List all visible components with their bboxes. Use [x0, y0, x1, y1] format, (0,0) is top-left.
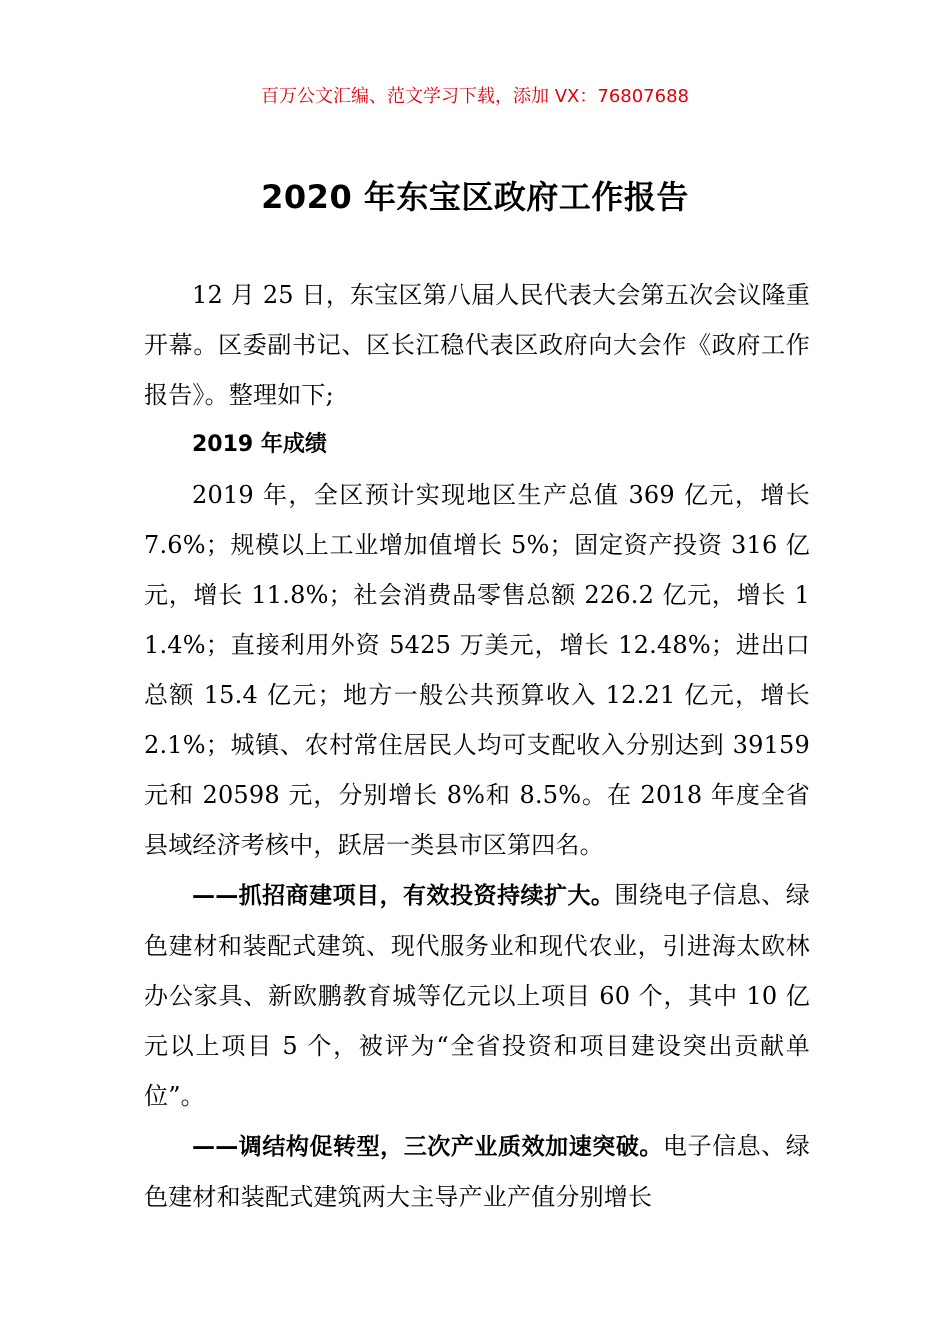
point-paragraph-2 [144, 1121, 810, 1222]
document-title: 2020 年东宝区政府工作报告 [261, 178, 689, 216]
point-paragraph-1 [144, 870, 810, 1121]
summary-paragraph: 2019 年，全区预计实现地区生产总值 369 亿元，增长 7.6%；规模以上工业增加值增长 5%；固定资产投资 316 亿元，增长 11.8%；社会消费品零售总额 226.2 亿元，增长 11.4%；直接利用外资 5425 万美元，增长 12.48%；进出口总额 15.4 亿元；地方一般公共预算收入 12.21 亿元，增长 2.1%；城镇、农村常住居民人均可支配收入分别达到 39159 元和 20598 元，分别增长 8%和 8.5%。在 2018 年度全省县域经济考核中，跃居一类县市区第四名。 [144, 481, 810, 859]
document-body [144, 270, 810, 1222]
section-heading: 2019 年成绩 [192, 432, 327, 457]
intro-paragraph: 12 月 25 日，东宝区第八届人民代表大会第五次会议隆重开幕。区委副书记、区长江稳代表区政府向大会作《政府工作报告》。整理如下; [144, 281, 810, 409]
point-1-text: 围绕电子信息、绿色建材和装配式建筑、现代服务业和现代农业，引进海太欧林办公家具、新欧鹏教育城等亿元以上项目 60 个，其中 10 亿元以上项目 5 个，被评为“全省投资和项目建设突出贡献单位”。 [144, 881, 810, 1110]
point-2-text: 电子信息、绿色建材和装配式建筑两大主导产业产值分别增长 [144, 1132, 811, 1211]
point-2-lead: ——调结构促转型，三次产业质效加速突破。 [192, 1134, 663, 1160]
point-1-lead: ——抓招商建项目，有效投资持续扩大。 [192, 883, 615, 909]
promo-header: 百万公文汇编、范文学习下载，添加 VX：76807688 [261, 86, 689, 107]
